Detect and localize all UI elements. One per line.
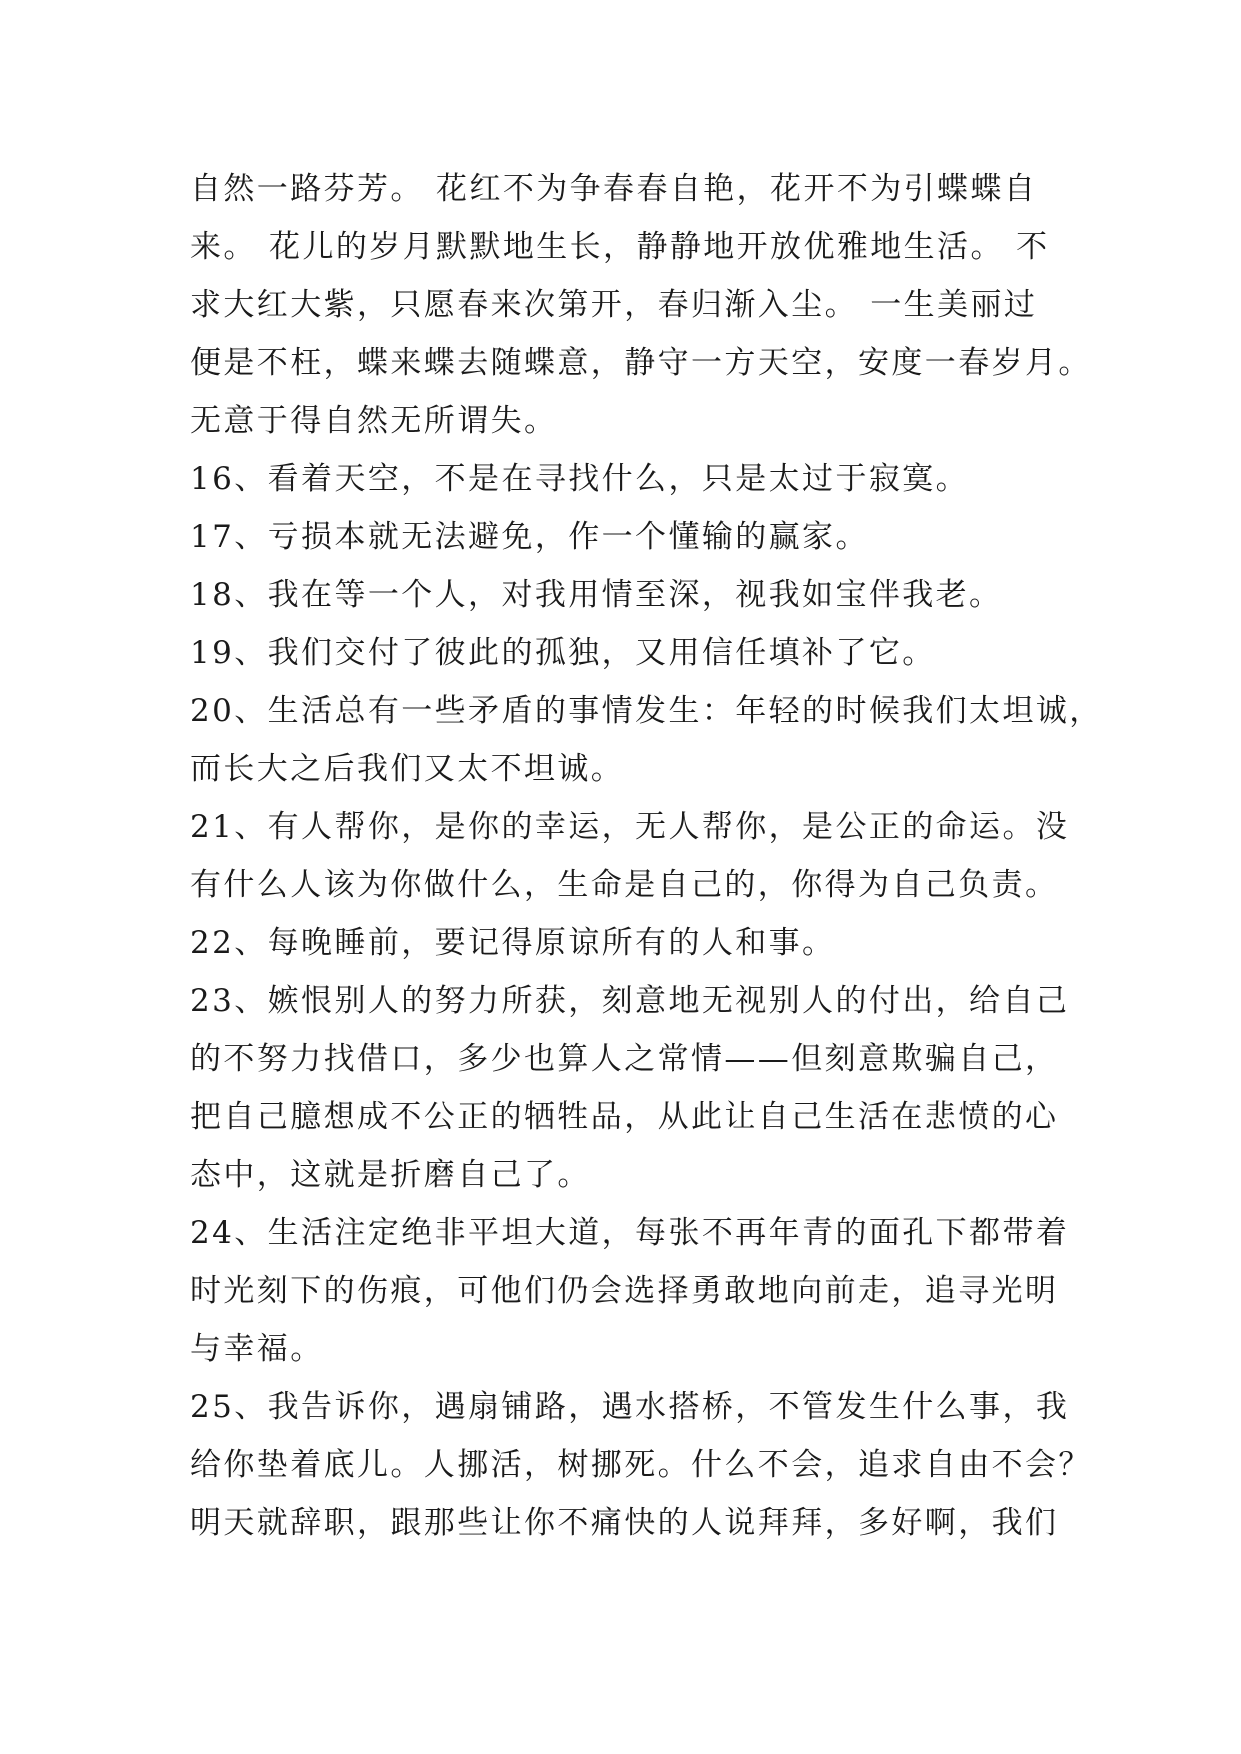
text-line: 的不努力找借口，多少也算人之常情——但刻意欺骗自己， xyxy=(190,1041,1059,1077)
text-line: 20、生活总有一些矛盾的事情发生：年轻的时候我们太坦诚， xyxy=(190,693,1103,729)
text-line: 来。 花儿的岁月默默地生长，静静地开放优雅地生活。 不 xyxy=(190,229,1050,265)
text-line: 便是不枉，蝶来蝶去随蝶意，静守一方天空，安度一春岁月。 xyxy=(190,345,1092,381)
text-line: 19、我们交付了彼此的孤独，又用信任填补了它。 xyxy=(190,635,936,671)
text-line: 16、看着天空，不是在寻找什么，只是太过于寂寞。 xyxy=(190,461,970,497)
text-line: 明天就辞职，跟那些让你不痛快的人说拜拜，多好啊，我们 xyxy=(190,1505,1059,1541)
text-line: 23、嫉恨别人的努力所获，刻意地无视别人的付出，给自己 xyxy=(190,983,1070,1019)
text-line: 而长大之后我们又太不坦诚。 xyxy=(190,751,625,787)
text-line: 18、我在等一个人，对我用情至深，视我如宝伴我老。 xyxy=(190,577,1003,613)
text-line: 时光刻下的伤痕，可他们仍会选择勇敢地向前走，追寻光明 xyxy=(190,1273,1059,1309)
text-line: 21、有人帮你，是你的幸运，无人帮你，是公正的命运。没 xyxy=(190,809,1070,845)
text-line: 态中，这就是折磨自己了。 xyxy=(190,1157,591,1193)
text-line: 有什么人该为你做什么，生命是自己的，你得为自己负责。 xyxy=(190,867,1059,903)
text-line: 17、亏损本就无法避免，作一个懂输的赢家。 xyxy=(190,519,869,555)
body-text xyxy=(190,160,1103,1552)
text-line: 给你垫着底儿。人挪活，树挪死。什么不会，追求自由不会？ xyxy=(190,1447,1092,1483)
text-line: 把自己臆想成不公正的牺牲品，从此让自己生活在悲愤的心 xyxy=(190,1099,1059,1135)
text-line: 22、每晚睡前，要记得原谅所有的人和事。 xyxy=(190,925,836,961)
text-line: 自然一路芬芳。 花红不为争春春自艳，花开不为引蝶蝶自 xyxy=(190,171,1038,207)
text-line: 无意于得自然无所谓失。 xyxy=(190,403,558,439)
text-line: 与幸福。 xyxy=(190,1331,324,1367)
text-line: 25、我告诉你，遇扇铺路，遇水搭桥，不管发生什么事，我 xyxy=(190,1389,1070,1425)
text-line: 24、生活注定绝非平坦大道，每张不再年青的面孔下都带着 xyxy=(190,1215,1070,1251)
text-line: 求大红大紫，只愿春来次第开，春归渐入尘。 一生美丽过 xyxy=(190,287,1038,323)
